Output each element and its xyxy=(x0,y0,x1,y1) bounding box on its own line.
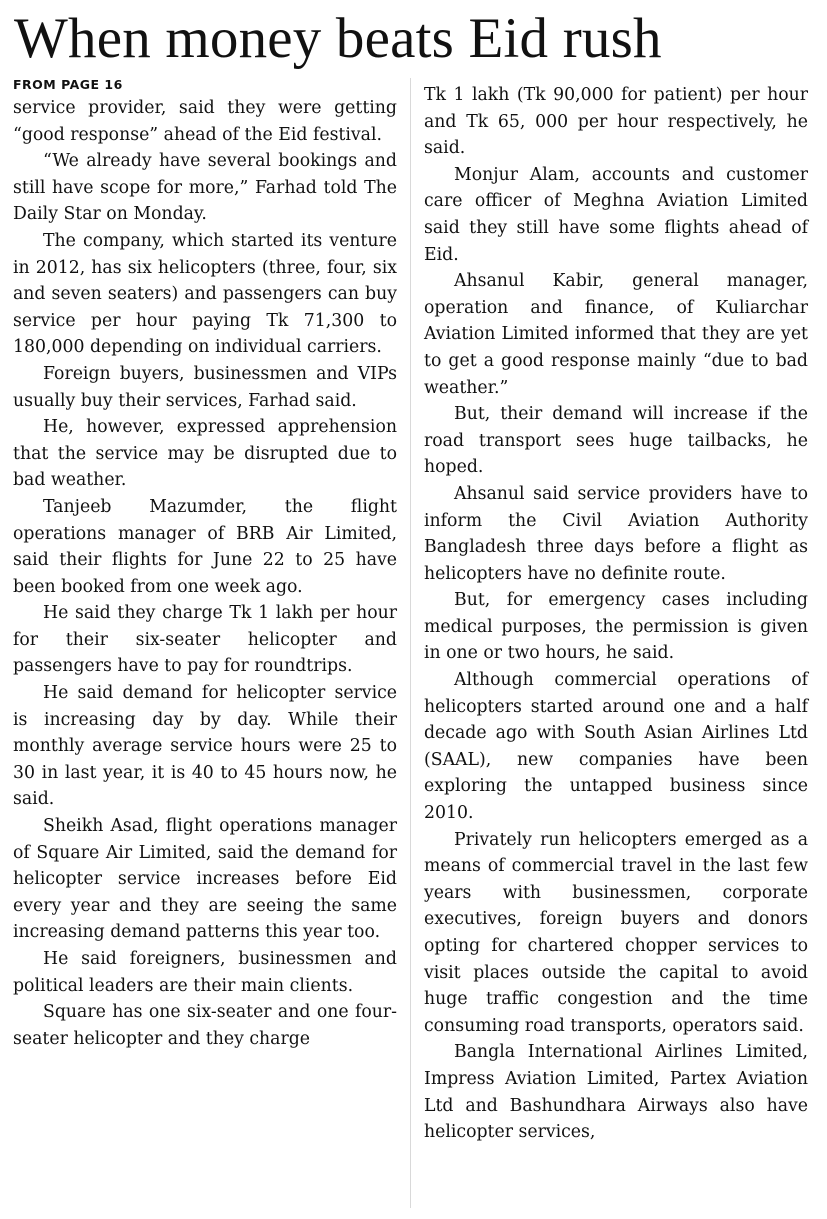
paragraph: Monjur Alam, accounts and customer care officer of Meghna Aviation Limited said they still have some flights ahead of Eid. xyxy=(424,164,808,265)
paragraph: He said foreigners, businessmen and political leaders are their main clients. xyxy=(13,949,397,996)
paragraph: He said they charge Tk 1 lakh per hour for their six-seater helicopter and passengers have to pay for roundtrips. xyxy=(13,603,397,677)
paragraph: The company, which started its venture in 2012, has six helicopters (three, four, six and seven seaters) and passengers can buy service per hour paying Tk 71,300 to 180,000 depending on individual carriers. xyxy=(13,230,397,358)
paragraph: Privately run helicopters emerged as a means of commercial travel in the last few years with businessmen, corporate executives, foreign buyers and donors opting for chartered chopper services to visit places outside the capital to avoid huge traffic congestion and the time consuming road transports, operators said. xyxy=(424,829,808,1036)
paragraph: “We already have several bookings and still have scope for more,” Farhad told The Daily Star on Monday. xyxy=(13,151,397,225)
paragraph: Foreign buyers, businessmen and VIPs usually buy their services, Farhad said. xyxy=(13,363,397,411)
paragraph: Bangla International Airlines Limited, Impress Aviation Limited, Partex Aviation Ltd and Bashundhara Airways also have helicopter services, xyxy=(424,1042,808,1143)
article-column-1 xyxy=(13,76,397,1052)
article-column-2 xyxy=(424,82,808,1146)
paragraph: Tk 1 lakh (Tk 90,000 for patient) per hour and Tk 65, 000 per hour respectively, he said. xyxy=(424,85,808,159)
paragraph: Sheikh Asad, flight operations manager of Square Air Limited, said the demand for helicopter service increases before Eid every year and they are seeing the same increasing demand patterns this year too. xyxy=(13,816,397,943)
paragraph: But, for emergency cases including medical purposes, the permission is given in one or two hours, he said. xyxy=(424,590,808,664)
column-divider xyxy=(410,78,411,1208)
continuation-kicker: FROM PAGE 16 xyxy=(13,77,123,92)
paragraph: Tanjeeb Mazumder, the flight operations manager of BRB Air Limited, said their flights for June 22 to 25 have been booked from one week ago. xyxy=(13,496,397,597)
paragraph: Ahsanul said service providers have to inform the Civil Aviation Authority Bangladesh three days before a flight as helicopters have no definite route. xyxy=(424,483,808,584)
paragraph: Although commercial operations of helicopters started around one and a half decade ago with South Asian Airlines Ltd (SAAL), new companies have been exploring the untapped business since 2010. xyxy=(424,670,808,824)
paragraph: He said demand for helicopter service is increasing day by day. While their monthly average service hours were 25 to 30 in last year, it is 40 to 45 hours now, he said. xyxy=(13,683,397,810)
headline: When money beats Eid rush xyxy=(14,7,662,70)
paragraph: Ahsanul Kabir, general manager, operation and finance, of Kuliarchar Aviation Limited informed that they are yet to get a good response mainly “due to bad weather.” xyxy=(424,271,808,398)
paragraph: He, however, expressed apprehension that the service may be disrupted due to bad weather. xyxy=(13,417,397,491)
paragraph: But, their demand will increase if the road transport sees huge tailbacks, he hoped. xyxy=(424,404,808,478)
paragraph: service provider, said they were getting “good response” ahead of the Eid festival. xyxy=(13,98,397,145)
paragraph: Square has one six-seater and one four-seater helicopter and they charge xyxy=(13,1002,397,1049)
